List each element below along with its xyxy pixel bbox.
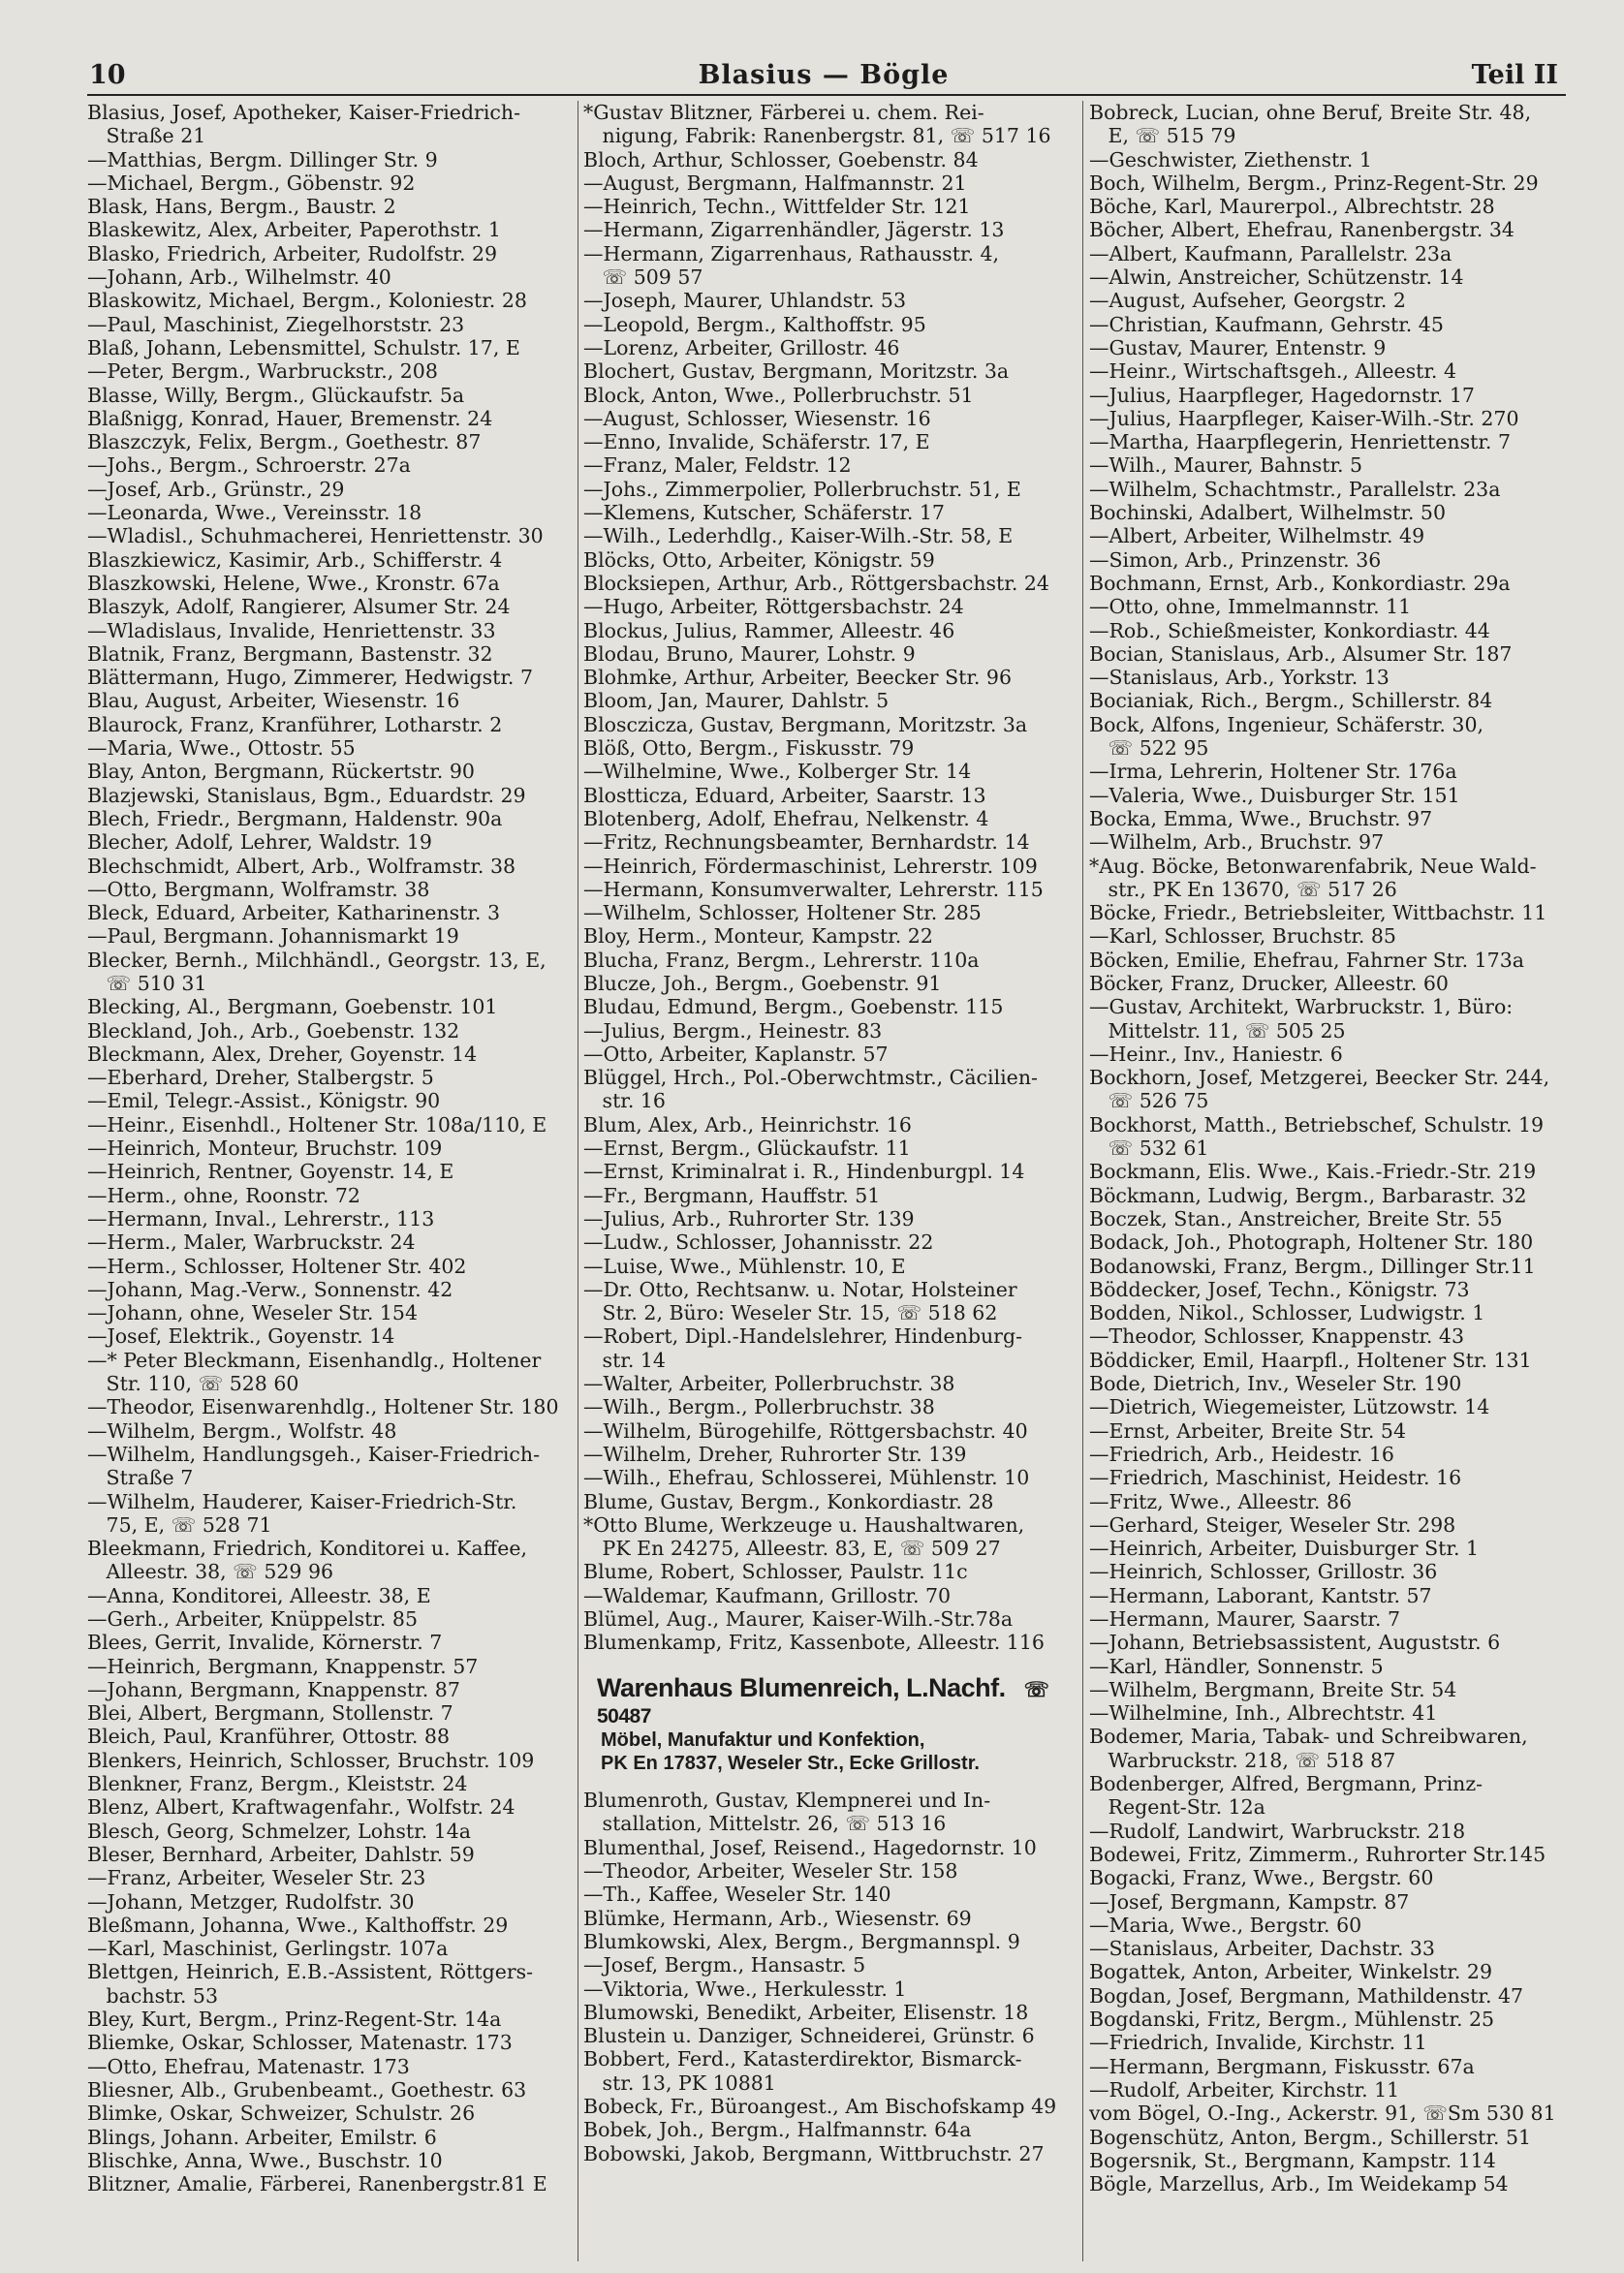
directory-entry: —August, Aufseher, Georgstr. 2 — [1089, 289, 1406, 313]
directory-entry: Blaß, Johann, Lebensmittel, Schulstr. 17, E — [87, 335, 520, 359]
directory-entry: —Johann, ohne, Weseler Str. 154 — [87, 1301, 419, 1325]
header-rule — [87, 94, 1566, 96]
directory-entry: Blöß, Otto, Bergm., Fiskusstr. 79 — [583, 736, 915, 761]
directory-entry: —Julius, Haarpfleger, Hagedornstr. 17 — [1089, 383, 1475, 407]
directory-entry: Bogacki, Franz, Wwe., Bergstr. 60 — [1089, 1866, 1434, 1890]
ad-title — [597, 1672, 1076, 1729]
directory-entry: Böddicker, Emil, Haarpfl., Holtener Str. 131 — [1089, 1348, 1532, 1372]
directory-entry: —Walter, Arbeiter, Pollerbruchstr. 38 — [583, 1372, 955, 1396]
directory-entry: —Leopold, Bergm., Kalthoffstr. 95 — [583, 312, 926, 336]
directory-entry: Bludau, Edmund, Bergm., Goebenstr. 115 — [583, 995, 1004, 1019]
directory-entry: vom Bögel, O.-Ing., Ackerstr. 91, ☏Sm 530 81 — [1089, 2102, 1556, 2126]
directory-entry: *Aug. Böcke, Betonwarenfabrik, Neue Wald- — [1089, 854, 1537, 878]
directory-entry: —Wladisl., Schuhmacherei, Henriettenstr. 30 — [87, 524, 544, 548]
directory-entry: Blettgen, Heinrich, E.B.-Assistent, Röttgers- — [87, 1960, 534, 1984]
directory-entry: —Wilhelm, Bergm., Wolfstr. 48 — [87, 1418, 397, 1443]
directory-entry: Bobbert, Ferd., Katasterdirektor, Bismarck- — [583, 2047, 1022, 2071]
ad-phone: ☏ 50487 — [597, 1678, 1049, 1728]
directory-entry: Blatnik, Franz, Bergmann, Bastenstr. 32 — [87, 641, 493, 666]
directory-entry: —Herm., Schlosser, Holtener Str. 402 — [87, 1254, 467, 1278]
directory-entry: Bobeck, Fr., Büroangest., Am Bischofskamp 49 — [583, 2095, 1057, 2119]
directory-entry: Bochinski, Adalbert, Wilhelmstr. 50 — [1089, 501, 1446, 525]
directory-entry: —Albert, Arbeiter, Wilhelmstr. 49 — [1089, 524, 1425, 548]
directory-entry: Straße 7 — [87, 1466, 194, 1490]
directory-entry: Blasius, Josef, Apotheker, Kaiser-Friedrich- — [87, 101, 521, 124]
column-2 — [583, 101, 1076, 2165]
directory-entry: —Michael, Bergm., Göbenstr. 92 — [87, 171, 416, 195]
directory-entry: Bleckland, Joh., Arb., Goebenstr. 132 — [87, 1018, 460, 1043]
directory-entry: Boczek, Stan., Anstreicher, Breite Str. 55 — [1089, 1206, 1503, 1230]
directory-entry: Blenz, Albert, Kraftwagenfahr., Wolfstr. 24 — [87, 1795, 515, 1820]
directory-entry: —Wilhelmine, Inh., Albrechtstr. 41 — [1089, 1701, 1438, 1726]
directory-entry: ☏ 522 95 — [1089, 736, 1209, 761]
directory-entry: —Th., Kaffee, Weseler Str. 140 — [583, 1883, 891, 1907]
directory-entry: —Stanislaus, Arbeiter, Dachstr. 33 — [1089, 1937, 1435, 1961]
directory-entry: —Gustav, Maurer, Entenstr. 9 — [1089, 335, 1387, 359]
directory-entry: Böcken, Emilie, Ehefrau, Fahrner Str. 173a — [1089, 948, 1524, 972]
directory-entry: Blostticza, Eduard, Arbeiter, Saarstr. 13 — [583, 783, 986, 807]
directory-entry: Bock, Alfons, Ingenieur, Schäferstr. 30, — [1089, 712, 1484, 736]
directory-entry: —Hermann, Maurer, Saarstr. 7 — [1089, 1607, 1401, 1631]
directory-entry: —Herm., ohne, Roonstr. 72 — [87, 1183, 360, 1207]
directory-entry: —Heinrich, Schlosser, Grillostr. 36 — [1089, 1560, 1438, 1584]
directory-entry: Blotenberg, Adolf, Ehefrau, Nelkenstr. 4 — [583, 806, 989, 830]
directory-entry: Blitzner, Amalie, Färberei, Ranenbergstr.81 E — [87, 2172, 547, 2196]
directory-entry: Blumenthal, Josef, Reisend., Hagedornstr. 10 — [583, 1835, 1037, 1859]
directory-entry: Blochert, Gustav, Bergmann, Moritzstr. 3a — [583, 359, 1010, 384]
directory-entry: Blucze, Joh., Bergm., Goebenstr. 91 — [583, 971, 942, 995]
directory-entry: —Franz, Arbeiter, Weseler Str. 23 — [87, 1866, 426, 1890]
directory-entry: —Dr. Otto, Rechtsanw. u. Notar, Holsteiner — [583, 1277, 1017, 1301]
directory-entry: —Wladislaus, Invalide, Henriettenstr. 33 — [87, 618, 496, 642]
directory-entry: —Fritz, Rechnungsbeamter, Bernhardstr. 14 — [583, 830, 1030, 855]
directory-entry: —Wilh., Bergm., Pollerbruchstr. 38 — [583, 1395, 935, 1419]
directory-entry: Bodack, Joh., Photograph, Holtener Str. 180 — [1089, 1230, 1534, 1255]
directory-entry: —Wilhelm, Schachtmstr., Parallelstr. 23a — [1089, 477, 1501, 501]
directory-entry: str. 14 — [583, 1348, 666, 1372]
page-header — [89, 60, 1558, 95]
directory-entry: —Josef, Elektrik., Goyenstr. 14 — [87, 1324, 395, 1349]
directory-entry: Bobowski, Jakob, Bergmann, Wittbruchstr. 27 — [583, 2141, 1045, 2165]
directory-entry: —Johann, Metzger, Rudolfstr. 30 — [87, 1889, 415, 1914]
directory-entry: *Gustav Blitzner, Färberei u. chem. Rei- — [583, 101, 984, 124]
directory-entry: —Johann, Mag.-Verw., Sonnenstr. 42 — [87, 1277, 453, 1301]
directory-entry: —Hermann, Inval., Lehrerstr., 113 — [87, 1206, 435, 1230]
directory-entry: —Klemens, Kutscher, Schäferstr. 17 — [583, 501, 945, 525]
directory-entry: —Heinr., Inv., Haniestr. 6 — [1089, 1042, 1343, 1066]
directory-entry: —Matthias, Bergm. Dillinger Str. 9 — [87, 147, 438, 171]
directory-entry: —Friedrich, Maschinist, Heidestr. 16 — [1089, 1466, 1462, 1490]
directory-entry: Warbruckstr. 218, ☏ 518 87 — [1089, 1748, 1396, 1772]
directory-entry: Blees, Gerrit, Invalide, Körnerstr. 7 — [87, 1631, 443, 1655]
directory-entry: —Josef, Bergmann, Kampstr. 87 — [1089, 1889, 1410, 1914]
directory-entry: Blaskewitz, Alex, Arbeiter, Paperothstr. 1 — [87, 218, 501, 242]
directory-entry: —Christian, Kaufmann, Gehrstr. 45 — [1089, 312, 1444, 336]
directory-entry: Bleßmann, Johanna, Wwe., Kalthoffstr. 29 — [87, 1913, 509, 1937]
directory-entry: —Otto, Ehefrau, Matenastr. 173 — [87, 2054, 410, 2078]
directory-entry: Blumkowski, Alex, Bergm., Bergmannspl. 9 — [583, 1929, 1020, 1953]
directory-entry: Blumenroth, Gustav, Klempnerei und In- — [583, 1789, 991, 1813]
directory-entry: —Maria, Wwe., Bergstr. 60 — [1089, 1913, 1362, 1937]
directory-entry: —Enno, Invalide, Schäferstr. 17, E — [583, 430, 930, 454]
directory-entry: —Hermann, Zigarrenhaus, Rathausstr. 4, — [583, 241, 1000, 265]
column-2-entries-top — [583, 101, 1076, 1655]
directory-entry: Blaßnigg, Konrad, Hauer, Bremenstr. 24 — [87, 406, 493, 430]
directory-entry: —Wilh., Maurer, Bahnstr. 5 — [1089, 453, 1363, 478]
directory-entry: ☏ 510 31 — [87, 971, 207, 995]
directory-entry: Bleckmann, Alex, Dreher, Goyenstr. 14 — [87, 1042, 478, 1066]
directory-entry: —Heinrich, Rentner, Goyenstr. 14, E — [87, 1160, 454, 1184]
directory-entry: Blaszkiewicz, Kasimir, Arb., Schifferstr. 4 — [87, 547, 503, 572]
column-3 — [1089, 101, 1570, 2195]
directory-entry: —Peter, Bergm., Warbruckstr., 208 — [87, 359, 438, 384]
directory-entry: Blechschmidt, Albert, Arb., Wolframstr. 38 — [87, 854, 516, 878]
directory-entry: —Rob., Schießmeister, Konkordiastr. 44 — [1089, 618, 1490, 642]
directory-entry: Bleich, Paul, Kranführer, Ottostr. 88 — [87, 1725, 451, 1749]
directory-entry: Blaszkowski, Helene, Wwe., Kronstr. 67a — [87, 571, 500, 595]
directory-entry: Blimke, Oskar, Schweizer, Schulstr. 26 — [87, 2102, 476, 2126]
directory-entry: —August, Bergmann, Halfmannstr. 21 — [583, 171, 967, 195]
directory-entry: Alleestr. 38, ☏ 529 96 — [87, 1560, 334, 1584]
directory-entry: Blecher, Adolf, Lehrer, Waldstr. 19 — [87, 830, 432, 855]
directory-entry: —Anna, Konditorei, Alleestr. 38, E — [87, 1583, 431, 1607]
directory-entry: Bodewei, Fritz, Zimmerm., Ruhrorter Str.145 — [1089, 1842, 1546, 1866]
directory-entry: Blümke, Hermann, Arb., Wiesenstr. 69 — [583, 1906, 972, 1930]
directory-entry: Bochmann, Ernst, Arb., Konkordiastr. 29a — [1089, 571, 1511, 595]
directory-entry: —Hermann, Laborant, Kantstr. 57 — [1089, 1583, 1432, 1607]
directory-entry: Böcher, Albert, Ehefrau, Ranenbergstr. 34 — [1089, 218, 1515, 242]
directory-entry: Blazjewski, Stanislaus, Bgm., Eduardstr. 29 — [87, 783, 526, 807]
directory-entry: Bobreck, Lucian, ohne Beruf, Breite Str. 48, — [1089, 101, 1532, 124]
directory-entry: —Eberhard, Dreher, Stalbergstr. 5 — [87, 1066, 434, 1090]
ad-line-2: PK En 17837, Weseler Str., Ecke Grillostr. — [601, 1753, 980, 1775]
directory-entry: bachstr. 53 — [87, 1983, 219, 2008]
directory-entry: —Wilh., Lederhdlg., Kaiser-Wilh.-Str. 58, E — [583, 524, 1014, 548]
directory-entry: Blask, Hans, Bergm., Baustr. 2 — [87, 195, 396, 219]
directory-entry: Str. 2, Büro: Weseler Str. 15, ☏ 518 62 — [583, 1301, 998, 1325]
directory-entry: —Julius, Bergm., Heinestr. 83 — [583, 1018, 883, 1043]
directory-entry: Blustein u. Danziger, Schneiderei, Grünstr. 6 — [583, 2024, 1035, 2048]
directory-entry: —Geschwister, Ziethenstr. 1 — [1089, 147, 1372, 171]
directory-entry: —Friedrich, Arb., Heidestr. 16 — [1089, 1442, 1394, 1466]
directory-entry: Bloch, Arthur, Schlosser, Goebenstr. 84 — [583, 147, 979, 171]
directory-entry: —Alwin, Anstreicher, Schützenstr. 14 — [1089, 265, 1464, 290]
column-divider — [1082, 101, 1083, 2261]
directory-entry: —August, Schlosser, Wiesenstr. 16 — [583, 406, 931, 430]
directory-entry: —Karl, Händler, Sonnenstr. 5 — [1089, 1654, 1384, 1678]
directory-entry: —Friedrich, Invalide, Kirchstr. 11 — [1089, 2031, 1427, 2055]
directory-entry: Blasko, Friedrich, Arbeiter, Rudolfstr. 29 — [87, 241, 498, 265]
directory-entry: —Stanislaus, Arb., Yorkstr. 13 — [1089, 666, 1390, 690]
column-1 — [87, 101, 572, 2195]
directory-entry: —Viktoria, Wwe., Herkulesstr. 1 — [583, 1977, 907, 2001]
directory-entry: Böckmann, Ludwig, Bergm., Barbarastr. 32 — [1089, 1183, 1527, 1207]
directory-entry: Bogersnik, St., Bergmann, Kampstr. 114 — [1089, 2148, 1496, 2172]
directory-entry: —Ludw., Schlosser, Johannisstr. 22 — [583, 1230, 934, 1255]
directory-entry: —Heinrich, Arbeiter, Duisburger Str. 1 — [1089, 1537, 1480, 1561]
directory-entry: —Franz, Maler, Feldstr. 12 — [583, 453, 852, 478]
directory-entry: —Lorenz, Arbeiter, Grillostr. 46 — [583, 335, 900, 359]
directory-entry: Bloom, Jan, Maurer, Dahlstr. 5 — [583, 689, 890, 713]
directory-entry: Straße 21 — [87, 124, 206, 148]
advertisement — [597, 1672, 1076, 1776]
directory-entry: —Hermann, Zigarrenhändler, Jägerstr. 13 — [583, 218, 1005, 242]
directory-entry: Blaszczyk, Felix, Bergm., Goethestr. 87 — [87, 430, 482, 454]
directory-entry: str. 16 — [583, 1089, 666, 1113]
directory-entry: Bliemke, Oskar, Schlosser, Matenastr. 173 — [87, 2031, 513, 2055]
directory-entry: —Valeria, Wwe., Duisburger Str. 151 — [1089, 783, 1460, 807]
directory-entry: —Luise, Wwe., Mühlenstr. 10, E — [583, 1254, 906, 1278]
directory-entry: Regent-Str. 12a — [1089, 1795, 1265, 1820]
directory-entry: —Ernst, Bergm., Glückaufstr. 11 — [583, 1136, 911, 1161]
directory-entry: Blenkers, Heinrich, Schlosser, Bruchstr. 109 — [87, 1748, 535, 1772]
directory-entry: —Martha, Haarpflegerin, Henriettenstr. 7 — [1089, 430, 1511, 454]
directory-entry: Blum, Alex, Arb., Heinrichstr. 16 — [583, 1112, 912, 1136]
directory-entry: —Ernst, Arbeiter, Breite Str. 54 — [1089, 1418, 1407, 1443]
directory-entry: —Gerhard, Steiger, Weseler Str. 298 — [1089, 1512, 1456, 1537]
directory-entry: Blume, Robert, Schlosser, Paulstr. 11c — [583, 1560, 968, 1584]
directory-entry: —Hermann, Konsumverwalter, Lehrerstr. 115 — [583, 877, 1044, 901]
directory-entry: —Heinrich, Bergmann, Knappenstr. 57 — [87, 1654, 479, 1678]
directory-entry: —Wilhelm, Hauderer, Kaiser-Friedrich-Str. — [87, 1489, 517, 1513]
directory-entry: Blättermann, Hugo, Zimmerer, Hedwigstr. 7 — [87, 666, 533, 690]
directory-entry: —Otto, ohne, Immelmannstr. 11 — [1089, 595, 1412, 619]
directory-entry: 75, E, ☏ 528 71 — [87, 1512, 272, 1537]
directory-entry: Blumowski, Benedikt, Arbeiter, Elisenstr. 18 — [583, 2000, 1029, 2024]
directory-entry: Blecker, Bernh., Milchhändl., Georgstr. 13, E, — [87, 948, 547, 972]
directory-entry: —Wilhelm, Schlosser, Holtener Str. 285 — [583, 901, 982, 925]
directory-entry: —Otto, Arbeiter, Kaplanstr. 57 — [583, 1042, 889, 1066]
directory-entry: Bögle, Marzellus, Arb., Im Weidekamp 54 — [1089, 2172, 1509, 2196]
directory-entry: Blaurock, Franz, Kranführer, Lotharstr. 2 — [87, 712, 503, 736]
directory-entry: Blaskowitz, Michael, Bergm., Koloniestr. 28 — [87, 289, 527, 313]
directory-entry: —Heinrich, Monteur, Bruchstr. 109 — [87, 1136, 443, 1161]
directory-entry: Blodau, Bruno, Maurer, Lohstr. 9 — [583, 641, 916, 666]
directory-entry: Blumenkamp, Fritz, Kassenbote, Alleestr. 116 — [583, 1631, 1045, 1655]
directory-entry: Blech, Friedr., Bergmann, Haldenstr. 90a — [87, 806, 503, 830]
directory-entry: Bogdan, Josef, Bergmann, Mathildenstr. 47 — [1089, 1983, 1524, 2008]
directory-entry: —Emil, Telegr.-Assist., Königstr. 90 — [87, 1089, 441, 1113]
directory-entry: ☏ 509 57 — [583, 265, 703, 290]
directory-entry: —Rudolf, Landwirt, Warbruckstr. 218 — [1089, 1819, 1466, 1843]
directory-entry: Blecking, Al., Bergmann, Goebenstr. 101 — [87, 995, 498, 1019]
directory-entry: —Johs., Bergm., Schroerstr. 27a — [87, 453, 411, 478]
directory-entry: Böche, Karl, Maurerpol., Albrechtstr. 28 — [1089, 195, 1495, 219]
directory-entry: Blockus, Julius, Rammer, Alleestr. 46 — [583, 618, 955, 642]
directory-entry: Blasse, Willy, Bergm., Glückaufstr. 5a — [87, 383, 465, 407]
directory-entry: —Wilhelmine, Wwe., Kolberger Str. 14 — [583, 760, 972, 784]
directory-entry: —Johs., Zimmerpolier, Pollerbruchstr. 51, E — [583, 477, 1021, 501]
directory-entry: —Wilhelm, Arb., Bruchstr. 97 — [1089, 830, 1385, 855]
directory-entry: —Wilhelm, Handlungsgeh., Kaiser-Friedrich- — [87, 1442, 540, 1466]
directory-entry: Bodemer, Maria, Tabak- und Schreibwaren, — [1089, 1725, 1528, 1749]
directory-entry: —Otto, Bergmann, Wolframstr. 38 — [87, 877, 430, 901]
directory-entry: Blenkner, Franz, Bergm., Kleiststr. 24 — [87, 1772, 468, 1796]
directory-entry: Bodanowski, Franz, Bergm., Dillinger Str.11 — [1089, 1254, 1536, 1278]
directory-entry: —Paul, Maschinist, Ziegelhorststr. 23 — [87, 312, 465, 336]
directory-entry: Bleser, Bernhard, Arbeiter, Dahlstr. 59 — [87, 1842, 475, 1866]
directory-entry: —Fritz, Wwe., Alleestr. 86 — [1089, 1489, 1353, 1513]
directory-entry: ☏ 532 61 — [1089, 1136, 1209, 1161]
directory-entry: —Johann, Bergmann, Knappenstr. 87 — [87, 1677, 460, 1701]
directory-entry: —Joseph, Maurer, Uhlandstr. 53 — [583, 289, 907, 313]
directory-entry: —Robert, Dipl.-Handelslehrer, Hindenburg- — [583, 1324, 1023, 1349]
page-number: 10 — [89, 60, 126, 90]
directory-entry: stallation, Mittelstr. 26, ☏ 513 16 — [583, 1812, 947, 1836]
directory-entry: —Leonarda, Wwe., Vereinsstr. 18 — [87, 501, 422, 525]
directory-entry: nigung, Fabrik: Ranenbergstr. 81, ☏ 517 16 — [583, 124, 1051, 148]
part-label: Teil II — [1471, 60, 1558, 90]
ad-name: Warenhaus Blumenreich, L.Nachf. — [597, 1672, 1006, 1702]
directory-entry: Bley, Kurt, Bergm., Prinz-Regent-Str. 14a — [87, 2008, 502, 2032]
directory-entry: Mittelstr. 11, ☏ 505 25 — [1089, 1018, 1346, 1043]
directory-entry: Blüggel, Hrch., Pol.-Oberwchtmstr., Cäcilien- — [583, 1066, 1038, 1090]
directory-entry: —Wilhelm, Bergmann, Breite Str. 54 — [1089, 1677, 1457, 1701]
ad-line-1: Möbel, Manufaktur und Konfektion, — [601, 1729, 925, 1752]
directory-entry: Bodenberger, Alfred, Bergmann, Prinz- — [1089, 1772, 1483, 1796]
directory-entry: —Heinr., Eisenhdl., Holtener Str. 108a/110, E — [87, 1112, 547, 1136]
directory-entry: ☏ 526 75 — [1089, 1089, 1209, 1113]
directory-entry: Boch, Wilhelm, Bergm., Prinz-Regent-Str. 29 — [1089, 171, 1539, 195]
directory-entry: Bockhorst, Matth., Betriebschef, Schulstr. 19 — [1089, 1112, 1545, 1136]
directory-entry: Bloscziczа, Gustav, Bergmann, Moritzstr. 3a — [583, 712, 1028, 736]
directory-entry: *Otto Blume, Werkzeuge u. Haushaltwaren, — [583, 1512, 1025, 1537]
directory-entry: —Waldemar, Kaufmann, Grillostr. 70 — [583, 1583, 952, 1607]
directory-entry: Blucha, Franz, Bergm., Lehrerstr. 110a — [583, 948, 980, 972]
directory-entry: Bobek, Joh., Bergm., Halfmannstr. 64a — [583, 2118, 972, 2142]
directory-entry: Blesch, Georg, Schmelzer, Lohstr. 14a — [87, 1819, 471, 1843]
directory-entry: Böddecker, Josef, Techn., Königstr. 73 — [1089, 1277, 1470, 1301]
directory-entry: Bocka, Emma, Wwe., Bruchstr. 97 — [1089, 806, 1433, 830]
directory-entry: Böcke, Friedr., Betriebsleiter, Wittbachstr. 11 — [1089, 901, 1547, 925]
directory-entry: —Hermann, Bergmann, Fiskusstr. 67a — [1089, 2054, 1475, 2078]
directory-entry: —Karl, Maschinist, Gerlingstr. 107a — [87, 1937, 449, 1961]
directory-entry: Blay, Anton, Bergmann, Rückertstr. 90 — [87, 760, 475, 784]
directory-entry: str. 13, PK 10881 — [583, 2071, 776, 2095]
directory-entry: Bogdanski, Fritz, Bergm., Mühlenstr. 25 — [1089, 2008, 1495, 2032]
directory-entry: Blaszyk, Adolf, Rangierer, Alsumer Str. 24 — [87, 595, 511, 619]
directory-entry: —Josef, Bergm., Hansastr. 5 — [583, 1953, 866, 1977]
directory-entry: Bodden, Nikol., Schlosser, Ludwigstr. 1 — [1089, 1301, 1485, 1325]
directory-entry: Bocian, Stanislaus, Arb., Alsumer Str. 187 — [1089, 641, 1513, 666]
page-title: Blasius — Bögle — [698, 60, 950, 90]
directory-entry: Bliesner, Alb., Grubenbeamt., Goethestr. 63 — [87, 2077, 527, 2102]
directory-entry: —Theodor, Schlosser, Knappenstr. 43 — [1089, 1324, 1465, 1349]
directory-entry: Blischke, Anna, Wwe., Buschstr. 10 — [87, 2148, 443, 2172]
directory-entry: —Rudolf, Arbeiter, Kirchstr. 11 — [1089, 2077, 1400, 2102]
directory-entry: Böcker, Franz, Drucker, Alleestr. 60 — [1089, 971, 1449, 995]
directory-entry: —Johann, Betriebsassistent, Auguststr. 6 — [1089, 1631, 1501, 1655]
directory-entry: —Karl, Schlosser, Bruchstr. 85 — [1089, 924, 1396, 949]
directory-entry: —Gerh., Arbeiter, Knüppelstr. 85 — [87, 1607, 419, 1631]
directory-entry: Bleck, Eduard, Arbeiter, Katharinenstr. 3 — [87, 901, 500, 925]
directory-entry: Bockmann, Elis. Wwe., Kais.-Friedr.-Str. 219 — [1089, 1160, 1537, 1184]
directory-entry: —Hugo, Arbeiter, Röttgersbachstr. 24 — [583, 595, 964, 619]
directory-entry: E, ☏ 515 79 — [1089, 124, 1236, 148]
directory-entry: —Wilhelm, Bürogehilfe, Röttgersbachstr. 40 — [583, 1418, 1028, 1443]
directory-entry: —Heinr., Wirtschaftsgeh., Alleestr. 4 — [1089, 359, 1457, 384]
directory-entry: Blocksiepen, Arthur, Arb., Röttgersbachstr. 24 — [583, 571, 1049, 595]
directory-entry: —Johann, Arb., Wilhelmstr. 40 — [87, 265, 391, 290]
directory-entry: Bloy, Herm., Monteur, Kampstr. 22 — [583, 924, 933, 949]
directory-entry: —Ernst, Kriminalrat i. R., Hindenburgpl. 14 — [583, 1160, 1025, 1184]
directory-entry: —Wilh., Ehefrau, Schlosserei, Mühlenstr. 10 — [583, 1466, 1030, 1490]
directory-entry: —Theodor, Arbeiter, Weseler Str. 158 — [583, 1859, 958, 1884]
directory-entry: Bleekmann, Friedrich, Konditorei u. Kaffee, — [87, 1537, 528, 1561]
directory-entry: Block, Anton, Wwe., Pollerbruchstr. 51 — [583, 383, 974, 407]
directory-entry: Blume, Gustav, Bergm., Konkordiastr. 28 — [583, 1489, 994, 1513]
directory-entry: Blohmke, Arthur, Arbeiter, Beecker Str. 96 — [583, 666, 1013, 690]
directory-entry: PK En 24275, Alleestr. 83, E, ☏ 509 27 — [583, 1537, 1001, 1561]
directory-entry: —Heinrich, Fördermaschinist, Lehrerstr. 109 — [583, 854, 1038, 878]
directory-entry: —Paul, Bergmann. Johannismarkt 19 — [87, 924, 459, 949]
directory-entry: Bocianiak, Rich., Bergm., Schillerstr. 84 — [1089, 689, 1493, 713]
directory-entry: —Josef, Arb., Grünstr., 29 — [87, 477, 345, 501]
directory-entry: —Simon, Arb., Prinzenstr. 36 — [1089, 547, 1382, 572]
directory-entry: Blöcks, Otto, Arbeiter, Königstr. 59 — [583, 547, 935, 572]
directory-entry: —Herm., Maler, Warbruckstr. 24 — [87, 1230, 416, 1255]
directory-entry: Blümel, Aug., Maurer, Kaiser-Wilh.-Str.78a — [583, 1607, 1014, 1631]
directory-entry: Bogattek, Anton, Arbeiter, Winkelstr. 29 — [1089, 1960, 1493, 1984]
directory-entry: —Gustav, Architekt, Warbruckstr. 1, Büro: — [1089, 995, 1514, 1019]
directory-entry: Blei, Albert, Bergmann, Stollenstr. 7 — [87, 1701, 453, 1726]
directory-entry: —Maria, Wwe., Ottostr. 55 — [87, 736, 356, 761]
directory-entry: —Julius, Arb., Ruhrorter Str. 139 — [583, 1206, 915, 1230]
column-2-entries-bottom — [583, 1789, 1076, 2165]
directory-entry: Blings, Johann. Arbeiter, Emilstr. 6 — [87, 2125, 437, 2149]
directory-entry: Str. 110, ☏ 528 60 — [87, 1372, 299, 1396]
directory-entry: —Julius, Haarpfleger, Kaiser-Wilh.-Str. 270 — [1089, 406, 1519, 430]
directory-entry: Bode, Dietrich, Inv., Weseler Str. 190 — [1089, 1372, 1462, 1396]
directory-entry: —Dietrich, Wiegemeister, Lützowstr. 14 — [1089, 1395, 1490, 1419]
directory-entry: —Heinrich, Techn., Wittfelder Str. 121 — [583, 195, 971, 219]
directory-entry: —Irma, Lehrerin, Holtener Str. 176a — [1089, 760, 1457, 784]
directory-entry: —Fr., Bergmann, Hauffstr. 51 — [583, 1183, 881, 1207]
directory-entry: —Theodor, Eisenwarenhdlg., Holtener Str. 180 — [87, 1395, 559, 1419]
directory-entry: —Albert, Kaufmann, Parallelstr. 23a — [1089, 241, 1452, 265]
directory-entry: Bockhorn, Josef, Metzgerei, Beecker Str. 244, — [1089, 1066, 1550, 1090]
directory-entry: —Wilhelm, Dreher, Ruhrorter Str. 139 — [583, 1442, 967, 1466]
directory-entry: Bogenschütz, Anton, Bergm., Schillerstr. 51 — [1089, 2125, 1532, 2149]
directory-entry: Blau, August, Arbeiter, Wiesenstr. 16 — [87, 689, 460, 713]
directory-entry: —* Peter Bleckmann, Eisenhandlg., Holtener — [87, 1348, 542, 1372]
directory-entry: str., PK En 13670, ☏ 517 26 — [1089, 877, 1397, 901]
